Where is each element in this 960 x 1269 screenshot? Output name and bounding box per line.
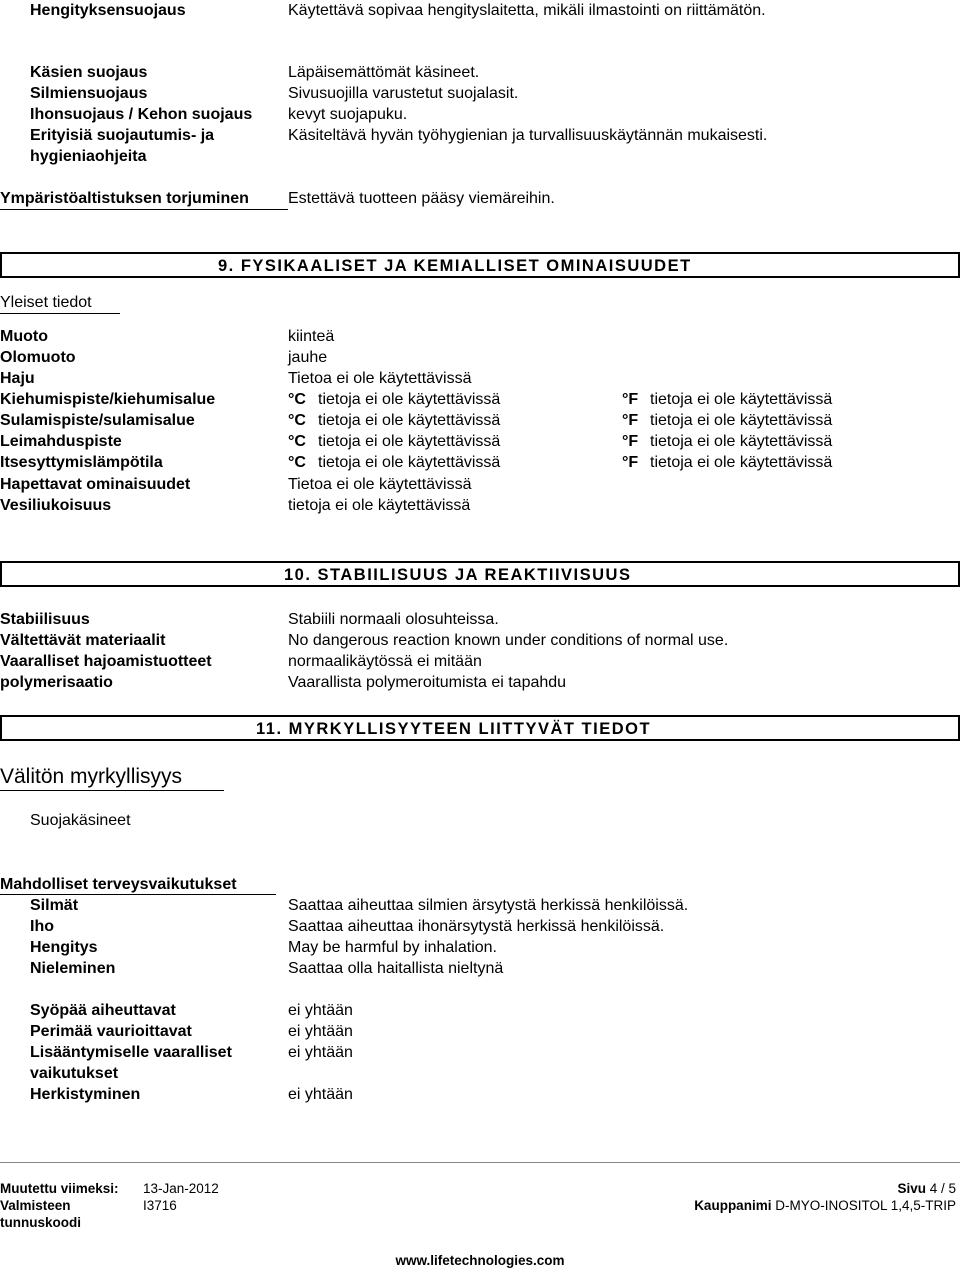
reproductive-label-line2: vaikutukset — [30, 1065, 119, 1082]
hand-protection-label: Käsien suojaus — [30, 64, 148, 81]
property-label-melting: Sulamispiste/sulamisalue — [0, 412, 195, 429]
carcinogenic-label: Syöpää aiheuttavat — [30, 1002, 176, 1019]
health-value-eyes: Saattaa aiheuttaa silmien ärsytystä herkissä henkilöissä. — [288, 897, 689, 914]
property-label-form: Muoto — [0, 328, 48, 345]
polymerization-label: polymerisaatio — [0, 674, 113, 691]
melting-f-unit: °F — [622, 412, 639, 429]
health-value-skin: Saattaa aiheuttaa ihonärsytystä herkissä henkilöissä. — [288, 918, 665, 935]
section-11-rule — [0, 715, 960, 717]
flash-c-unit: °C — [288, 433, 306, 450]
maker-label-line2: tunnuskoodi — [0, 1215, 81, 1230]
section-10-rule — [0, 561, 960, 563]
acute-toxicity-underline — [0, 790, 224, 791]
health-effects-heading: Mahdolliset terveysvaikutukset — [0, 876, 237, 893]
melting-f-value: tietoja ei ole käytettävissä — [650, 412, 833, 429]
trade-name — [694, 1197, 956, 1214]
eye-protection-value: Sivusuojilla varustetut suojalasit. — [288, 85, 519, 102]
boiling-c-value: tietoja ei ole käytettävissä — [318, 391, 501, 408]
autoignition-c-unit: °C — [288, 454, 306, 471]
stability-label: Stabiilisuus — [0, 611, 90, 628]
footer-rule — [0, 1162, 960, 1163]
eye-protection-label: Silmiensuojaus — [30, 85, 148, 102]
hygiene-label-line2: hygieniaohjeita — [30, 148, 147, 165]
website-link[interactable]: www.lifetechnologies.com — [395, 1253, 565, 1268]
flash-c-value: tietoja ei ole käytettävissä — [318, 433, 501, 450]
sensitization-value: ei yhtään — [288, 1086, 353, 1103]
page-label: Sivu — [897, 1181, 926, 1196]
incompatible-label: Vältettävät materiaalit — [0, 632, 166, 649]
health-value-inhalation: May be harmful by inhalation. — [288, 939, 497, 956]
property-label-state: Olomuoto — [0, 349, 76, 366]
reproductive-value: ei yhtään — [288, 1044, 353, 1061]
modified-value: 13-Jan-2012 — [143, 1181, 219, 1196]
acute-toxicity-heading: Välitön myrkyllisyys — [0, 765, 183, 788]
maker-label-line1: Valmisteen — [0, 1198, 71, 1213]
hygiene-value: Käsiteltävä hyvän työhygienian ja turvallisuuskäytännän mukaisesti. — [288, 127, 768, 144]
reproductive-label-line1: Lisääntymiselle vaaralliset — [30, 1044, 232, 1061]
melting-c-value: tietoja ei ole käytettävissä — [318, 412, 501, 429]
decomposition-label: Vaaralliset hajoamistuotteet — [0, 653, 212, 670]
property-label-solubility: Vesiliukoisuus — [0, 497, 112, 514]
respiratory-label: Hengityksensuojaus — [30, 2, 186, 19]
property-value-odor: Tietoa ei ole käytettävissä — [288, 370, 472, 387]
section-11-title: 11. MYRKYLLISYYTEEN LIITTYVÄT TIEDOT — [256, 720, 652, 738]
mutagenic-value: ei yhtään — [288, 1023, 353, 1040]
boiling-c-unit: °C — [288, 391, 306, 408]
environment-value: Estettävä tuotteen pääsy viemäreihin. — [288, 190, 555, 207]
respiratory-value: Käytettävä sopivaa hengityslaitetta, mikäli ilmastointi on riittämätön. — [288, 2, 766, 19]
property-value-state: jauhe — [288, 349, 328, 366]
property-label-flash: Leimahduspiste — [0, 433, 122, 450]
property-label-autoignition: Itsesyttymislämpötila — [0, 454, 163, 471]
mutagenic-label: Perimää vaurioittavat — [30, 1023, 192, 1040]
boiling-f-unit: °F — [622, 391, 639, 408]
health-label-inhalation: Hengitys — [30, 939, 98, 956]
health-value-ingestion: Saattaa olla haitallista nieltynä — [288, 960, 504, 977]
health-label-eyes: Silmät — [30, 897, 79, 914]
page-number — [897, 1180, 956, 1197]
hygiene-label-line1: Erityisiä suojautumis- ja — [30, 127, 215, 144]
general-info-underline — [0, 313, 120, 314]
stability-value: Stabiili normaali olosuhteissa. — [288, 611, 499, 628]
maker-value: I3716 — [143, 1198, 177, 1213]
sensitization-label: Herkistyminen — [30, 1086, 141, 1103]
skin-protection-label: Ihonsuojaus / Kehon suojaus — [30, 106, 253, 123]
section-9-rule — [0, 252, 960, 254]
property-value-oxidizing: Tietoa ei ole käytettävissä — [288, 476, 472, 493]
boiling-f-value: tietoja ei ole käytettävissä — [650, 391, 833, 408]
autoignition-f-value: tietoja ei ole käytettävissä — [650, 454, 833, 471]
decomposition-value: normaalikäytössä ei mitään — [288, 653, 482, 670]
autoignition-c-value: tietoja ei ole käytettävissä — [318, 454, 501, 471]
trade-label: Kauppanimi — [694, 1198, 772, 1213]
polymerization-value: Vaarallista polymeroitumista ei tapahdu — [288, 674, 567, 691]
protective-gloves-text: Suojakäsineet — [30, 812, 131, 829]
property-label-boiling: Kiehumispiste/kiehumisalue — [0, 391, 216, 408]
property-value-form: kiinteä — [288, 328, 335, 345]
environment-underline — [0, 209, 288, 210]
general-info-heading: Yleiset tiedot — [0, 294, 92, 311]
skin-protection-value: kevyt suojapuku. — [288, 106, 408, 123]
autoignition-f-unit: °F — [622, 454, 639, 471]
section-10-title: 10. STABIILISUUS JA REAKTIIVISUUS — [284, 566, 632, 584]
health-label-skin: Iho — [30, 918, 54, 935]
environment-label: Ympäristöaltistuksen torjuminen — [0, 190, 249, 207]
property-label-oxidizing: Hapettavat ominaisuudet — [0, 476, 191, 493]
trade-value: D-MYO-INOSITOL 1,4,5-TRIP — [775, 1198, 956, 1213]
flash-f-unit: °F — [622, 433, 639, 450]
health-label-ingestion: Nieleminen — [30, 960, 116, 977]
property-value-solubility: tietoja ei ole käytettävissä — [288, 497, 471, 514]
melting-c-unit: °C — [288, 412, 306, 429]
hand-protection-value: Läpäisemättömät käsineet. — [288, 64, 480, 81]
incompatible-value: No dangerous reaction known under conditions of normal use. — [288, 632, 729, 649]
flash-f-value: tietoja ei ole käytettävissä — [650, 433, 833, 450]
modified-label: Muutettu viimeksi: — [0, 1181, 119, 1196]
section-9-title: 9. FYSIKAALISET JA KEMIALLISET OMINAISUUDET — [218, 257, 692, 275]
property-label-odor: Haju — [0, 370, 35, 387]
carcinogenic-value: ei yhtään — [288, 1002, 353, 1019]
page-value: 4 / 5 — [929, 1181, 956, 1196]
